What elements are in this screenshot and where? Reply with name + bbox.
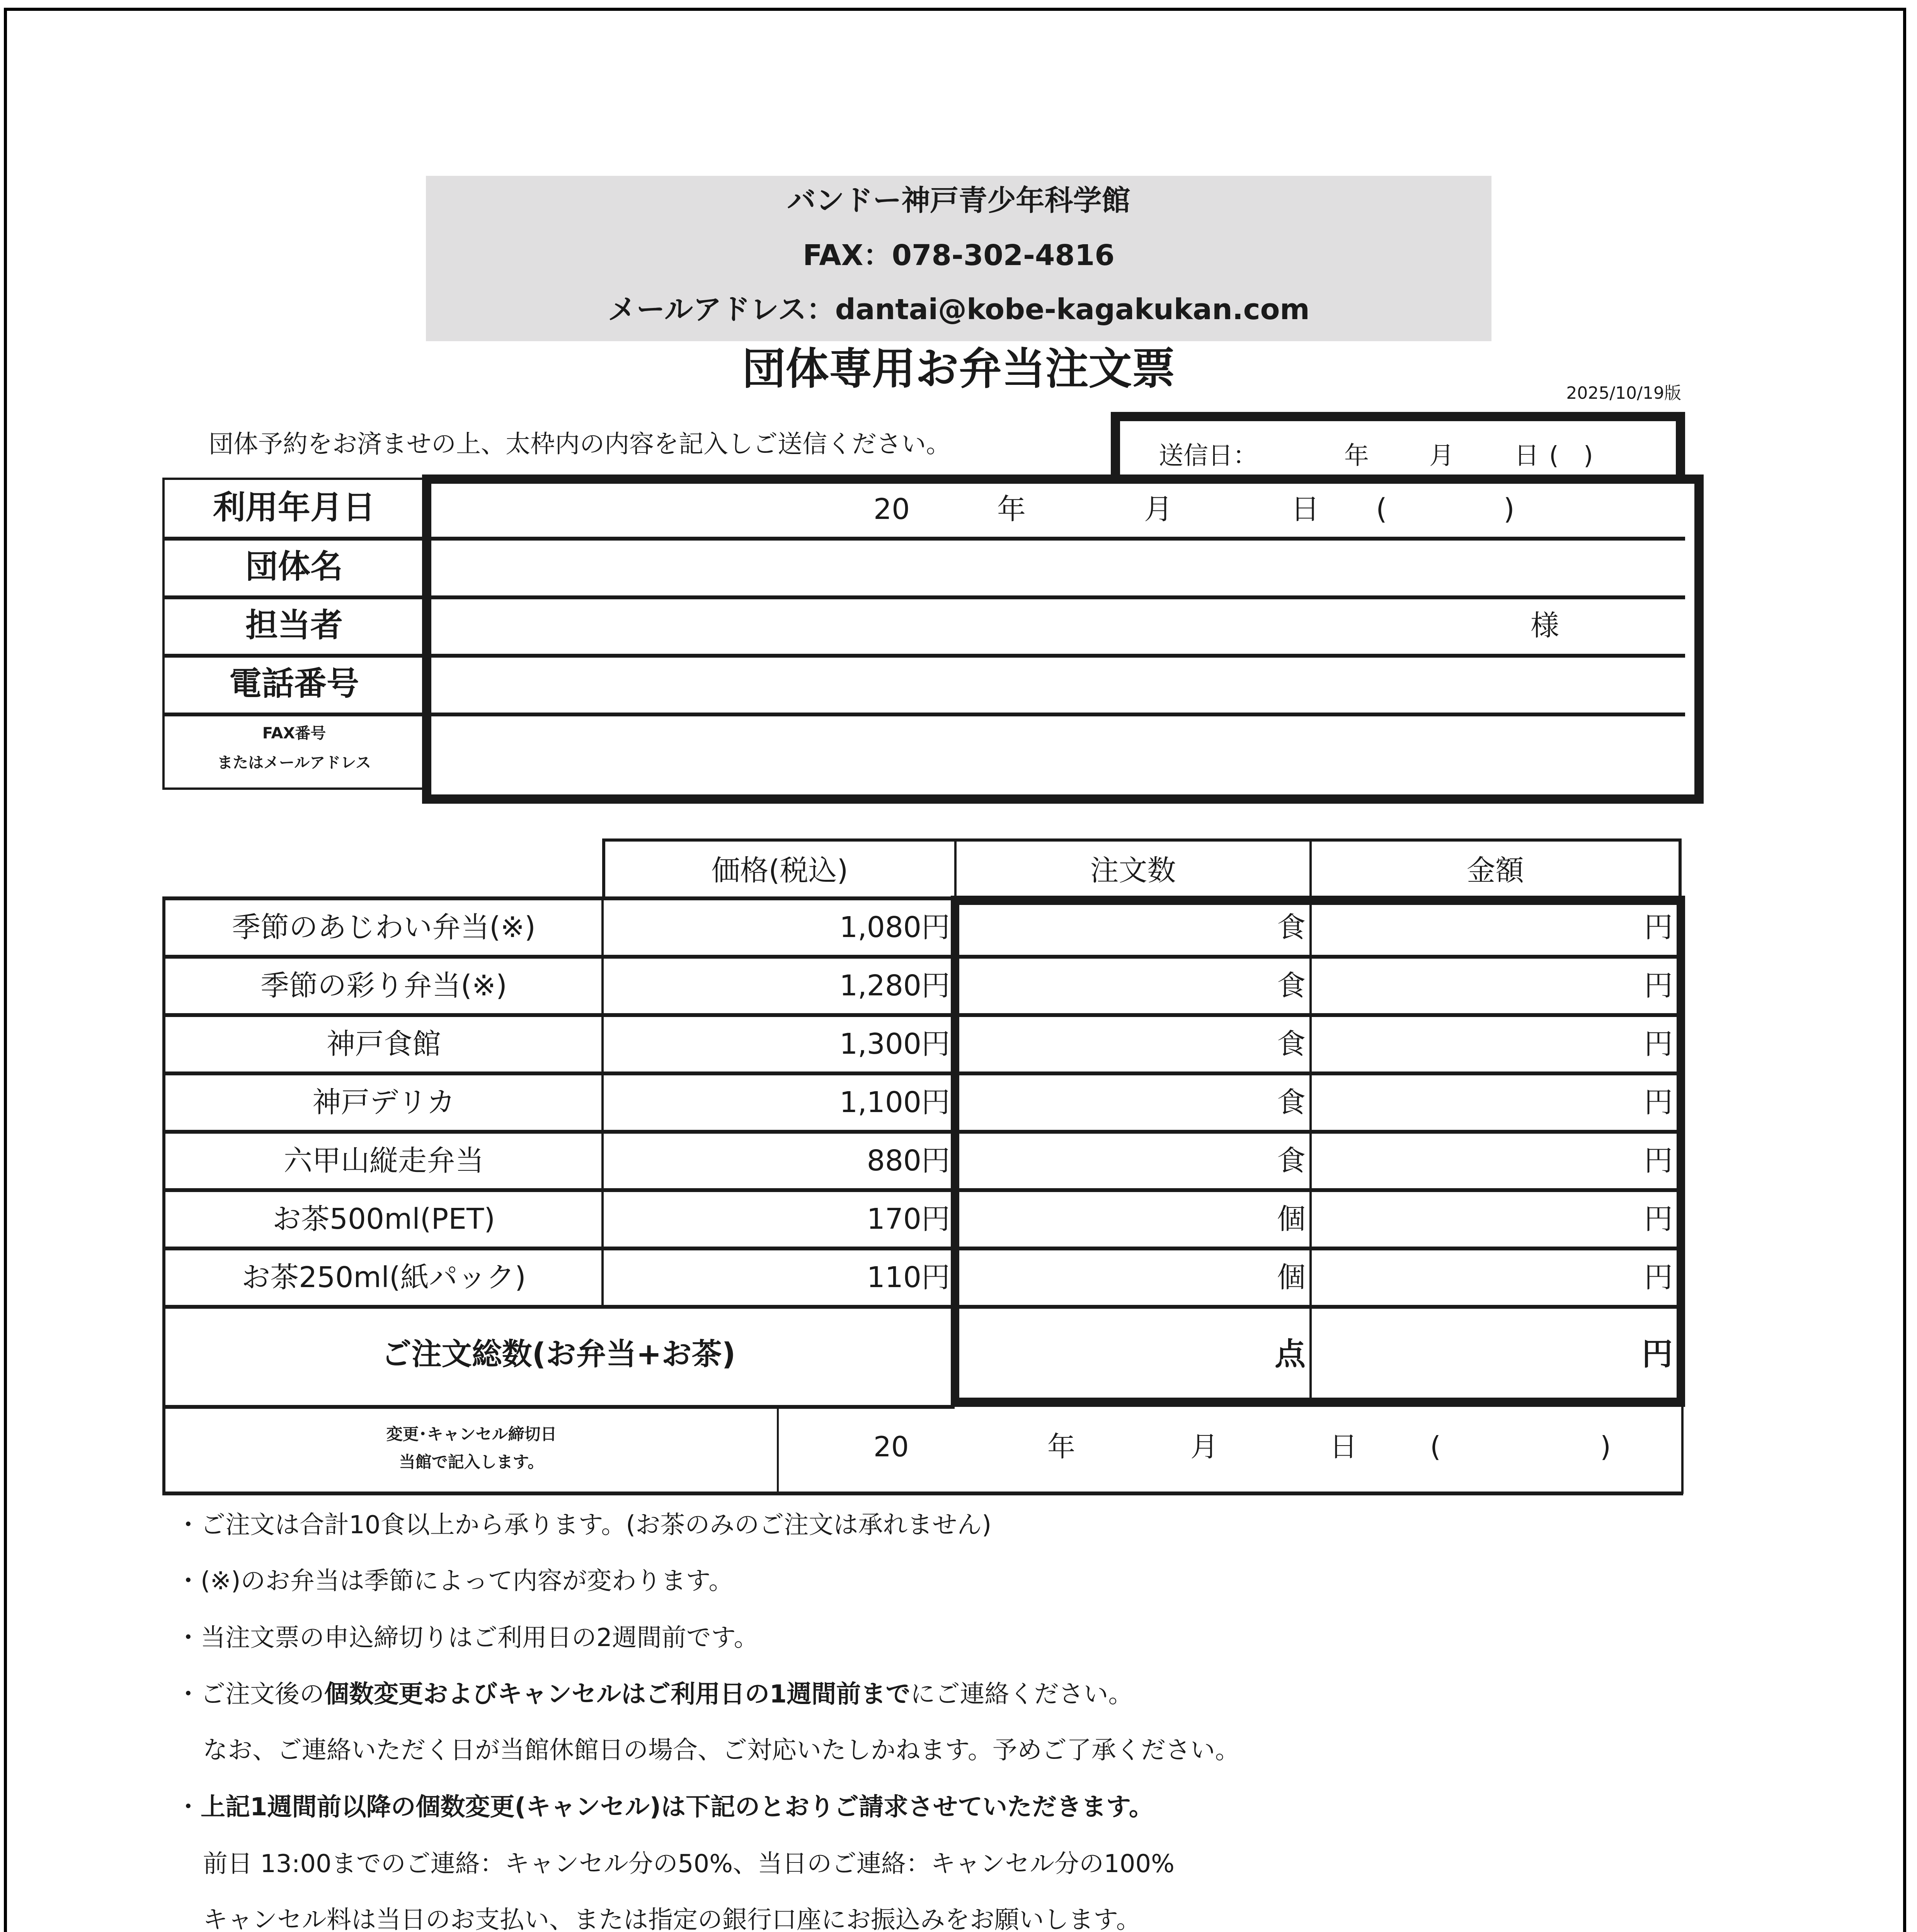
usage-date-weekday-close: ) xyxy=(1503,493,1515,526)
contact-person-field[interactable] xyxy=(433,600,1677,652)
note-text: なお、ご連絡いただく日が当館休館日の場合、ご対応いたしかねます。予めご了承ください。 xyxy=(203,1736,1240,1765)
deadline-year: 年 xyxy=(1047,1430,1076,1463)
header-price: 価格(税込) xyxy=(711,854,848,887)
product-price-text: 110円 xyxy=(867,1260,950,1294)
note-item xyxy=(176,1622,759,1654)
fax-number: FAX：078-302-4816 xyxy=(803,239,1115,272)
product-row xyxy=(162,1016,1685,1071)
quantity-field[interactable] xyxy=(959,958,1309,1013)
note-item xyxy=(203,1848,1175,1880)
product-name-text: 季節の彩り弁当(※) xyxy=(260,969,507,1002)
row-divider xyxy=(162,896,955,900)
page-title: 団体専用お弁当注文票 xyxy=(742,344,1175,394)
unit-label: 食 xyxy=(1277,969,1306,1002)
product-price-text: 1,080円 xyxy=(839,910,950,944)
col-divider xyxy=(777,1409,779,1492)
deadline-prefix: 20 xyxy=(873,1430,909,1463)
note-emphasis: 個数変更およびキャンセルはご利用日の1週間前まで xyxy=(324,1680,911,1709)
note-item xyxy=(203,1904,1141,1932)
header-amount: 金額 xyxy=(1467,854,1524,887)
usage-date-field[interactable] xyxy=(433,485,1677,536)
deadline-month: 月 xyxy=(1190,1430,1219,1463)
note-text: キャンセル料は当日のお支払い、または指定の銀行口座にお振込みをお願いします。 xyxy=(203,1906,1141,1932)
bullet-icon: ・ xyxy=(176,1567,201,1595)
fax-email-field[interactable] xyxy=(433,717,1677,775)
product-name xyxy=(166,1016,601,1071)
product-row xyxy=(162,1133,1685,1188)
thick-border-right xyxy=(1677,896,1685,1405)
product-name-text: 神戸デリカ xyxy=(312,1085,455,1119)
total-quantity-field[interactable] xyxy=(959,1308,1309,1401)
usage-date-year: 年 xyxy=(997,493,1026,526)
deadline-date xyxy=(781,1409,1681,1492)
note-item xyxy=(176,1565,733,1597)
product-table xyxy=(162,896,1685,1499)
product-price-text: 1,280円 xyxy=(839,969,950,1002)
quantity-field[interactable] xyxy=(959,1075,1309,1130)
thick-border-left xyxy=(951,896,959,1405)
unit-label: 食 xyxy=(1277,1144,1306,1177)
total-label-text: ご注文総数(お弁当+お茶) xyxy=(381,1337,736,1372)
amount-field[interactable] xyxy=(1312,1075,1677,1130)
product-price xyxy=(604,1133,954,1188)
email-address: メールアドレス：dantai@kobe-kagakukan.com xyxy=(608,293,1310,326)
organization-name: バンドー神戸青少年科学館 xyxy=(787,184,1130,217)
product-row xyxy=(162,900,1685,955)
yen-label: 円 xyxy=(1644,1027,1673,1061)
amount-field[interactable] xyxy=(1312,900,1677,955)
quantity-field[interactable] xyxy=(959,1133,1309,1188)
notes-list xyxy=(176,1509,1760,1932)
usage-date-month: 月 xyxy=(1144,493,1173,526)
deadline-weekday-close: ) xyxy=(1600,1430,1611,1463)
quantity-field[interactable] xyxy=(959,900,1309,955)
col-divider xyxy=(601,896,604,1305)
usage-date-day: 日 xyxy=(1291,493,1319,526)
thick-border-top xyxy=(951,896,1685,905)
product-row xyxy=(162,1191,1685,1247)
group-name-field[interactable] xyxy=(433,541,1677,594)
note-item xyxy=(176,1678,1133,1711)
product-price xyxy=(604,958,954,1013)
label-fax: FAX番号 xyxy=(262,724,326,742)
product-name-text: お茶250ml(紙パック) xyxy=(242,1260,526,1294)
quantity-field[interactable] xyxy=(959,1191,1309,1247)
amount-field[interactable] xyxy=(1312,1016,1677,1071)
label-group-name: 団体名 xyxy=(245,548,343,585)
intro-text: 団体予約をお済ませの上、太枠内の内容を記入しご送信ください。 xyxy=(209,430,951,459)
label-fax-email xyxy=(162,719,426,777)
unit-label: 個 xyxy=(1277,1202,1306,1236)
yen-label: 円 xyxy=(1644,969,1673,1002)
total-yen-label: 円 xyxy=(1642,1336,1673,1372)
table-left-edge xyxy=(162,896,165,1495)
usage-date-weekday-open: ( xyxy=(1376,493,1387,526)
unit-label: 食 xyxy=(1277,910,1306,944)
product-price xyxy=(604,1016,954,1071)
col-divider xyxy=(1309,896,1312,1405)
product-price-text: 170円 xyxy=(867,1202,950,1236)
product-name xyxy=(166,1133,601,1188)
amount-field[interactable] xyxy=(1312,1191,1677,1247)
row-divider xyxy=(162,1405,955,1409)
yen-label: 円 xyxy=(1644,910,1673,944)
product-price xyxy=(604,1250,954,1305)
product-price xyxy=(604,900,954,955)
product-price-text: 1,300円 xyxy=(839,1027,950,1061)
yen-label: 円 xyxy=(1644,1260,1673,1294)
product-name-text: 季節のあじわい弁当(※) xyxy=(232,910,536,944)
yen-label: 円 xyxy=(1644,1144,1673,1177)
send-date-day: 日 xyxy=(1514,442,1539,470)
note-text: 前日 13:00までのご連絡：キャンセル分の50%、当日のご連絡：キャンセル分の100% xyxy=(203,1850,1175,1878)
unit-label: 食 xyxy=(1277,1085,1306,1119)
product-name-text: 六甲山縦走弁当 xyxy=(284,1144,484,1177)
product-row xyxy=(162,1075,1685,1130)
product-name xyxy=(166,1075,601,1130)
contact-box xyxy=(426,176,1491,341)
row-divider xyxy=(162,1492,1683,1495)
note-item xyxy=(176,1791,1154,1823)
note-text: ご注文は合計10食以上から承ります。(お茶のみのご注文は承れません) xyxy=(201,1511,992,1539)
amount-field[interactable] xyxy=(1312,1250,1677,1305)
product-name-text: 神戸食館 xyxy=(327,1027,441,1061)
send-date-box[interactable] xyxy=(1111,412,1685,484)
deadline-label xyxy=(166,1409,777,1492)
product-row xyxy=(162,1250,1685,1305)
product-name xyxy=(166,1191,601,1247)
usage-date-prefix: 20 xyxy=(873,493,910,526)
amount-field[interactable] xyxy=(1312,1133,1677,1188)
bullet-icon: ・ xyxy=(176,1511,201,1539)
product-name xyxy=(166,900,601,955)
send-date-month: 月 xyxy=(1429,442,1454,470)
note-text: ご注文後の xyxy=(201,1680,324,1709)
product-price xyxy=(604,1075,954,1130)
send-date-year: 年 xyxy=(1344,442,1369,470)
bullet-icon: ・ xyxy=(176,1793,201,1821)
info-table xyxy=(162,478,1685,785)
total-label xyxy=(166,1308,951,1401)
label-usage-date: 利用年月日 xyxy=(213,488,375,526)
amount-field[interactable] xyxy=(1312,958,1677,1013)
header-quantity: 注文数 xyxy=(1090,854,1176,887)
note-text: (※)のお弁当は季節によって内容が変わります。 xyxy=(201,1567,734,1595)
product-name-text: お茶500ml(PET) xyxy=(272,1202,495,1236)
note-text: にご連絡ください。 xyxy=(910,1680,1133,1709)
product-price-text: 880円 xyxy=(867,1144,950,1177)
deadline-label-label-line2: 当館で記入します。 xyxy=(399,1452,544,1471)
table-right-edge xyxy=(1681,1405,1684,1494)
note-item xyxy=(176,1509,991,1541)
total-row xyxy=(162,1308,1685,1401)
deadline-weekday-open: ( xyxy=(1430,1430,1441,1463)
send-date-weekday: ( ) xyxy=(1549,442,1593,470)
yen-label: 円 xyxy=(1644,1202,1673,1236)
thick-border-bottom xyxy=(951,1398,1685,1407)
version-label: 2025/10/19版 xyxy=(1566,383,1681,403)
product-row xyxy=(162,958,1685,1013)
quantity-field[interactable] xyxy=(959,1016,1309,1071)
product-price xyxy=(604,1191,954,1247)
product-name xyxy=(166,958,601,1013)
product-name xyxy=(166,1250,601,1305)
send-date-label: 送信日： xyxy=(1159,442,1258,470)
deadline-label-label-line1: 変更･キャンセル締切日 xyxy=(386,1425,557,1444)
deadline-day: 日 xyxy=(1330,1430,1358,1463)
yen-label: 円 xyxy=(1644,1085,1673,1119)
deadline-row xyxy=(162,1409,1685,1492)
product-table-header xyxy=(602,838,1682,900)
honorific-sama: 様 xyxy=(1531,609,1559,642)
label-email: またはメールアドレス xyxy=(217,754,371,772)
total-amount-field[interactable] xyxy=(1312,1308,1677,1401)
product-price-text: 1,100円 xyxy=(839,1085,950,1119)
label-phone: 電話番号 xyxy=(229,665,359,702)
quantity-field[interactable] xyxy=(959,1250,1309,1305)
note-text: 当注文票の申込締切りはご利用日の2週間前です。 xyxy=(201,1624,759,1652)
label-contact-person: 担当者 xyxy=(245,606,343,644)
note-item xyxy=(203,1734,1240,1767)
phone-field[interactable] xyxy=(433,658,1677,711)
unit-label: 食 xyxy=(1277,1027,1306,1061)
bullet-icon: ・ xyxy=(176,1624,201,1652)
bullet-icon: ・ xyxy=(176,1680,201,1709)
unit-label: 個 xyxy=(1277,1260,1306,1294)
total-unit-label: 点 xyxy=(1275,1336,1306,1372)
note-emphasis: 上記1週間前以降の個数変更(キャンセル)は下記のとおりご請求させていただきます。 xyxy=(201,1793,1154,1821)
